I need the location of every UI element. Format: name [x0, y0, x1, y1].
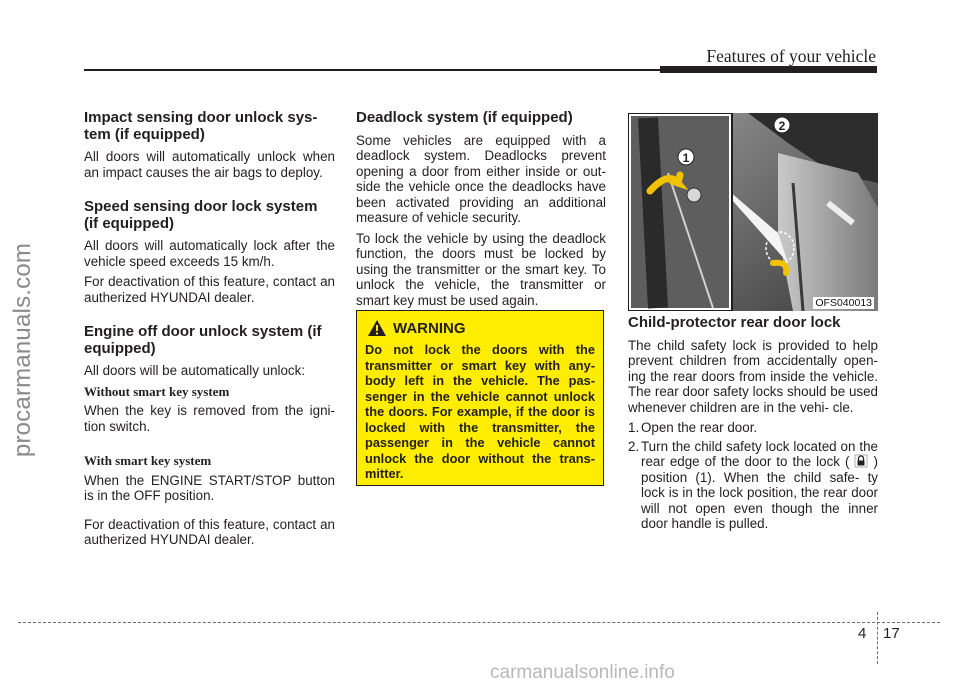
paragraph: For deactivation of this feature, contact an autherized HYUNDAI dealer. [84, 516, 335, 547]
door-illustration [628, 113, 878, 311]
paragraph: All doors will automatically unlock when an impact causes the air bags to deploy. [84, 149, 335, 180]
lock-icon [854, 454, 868, 468]
header-rule [84, 69, 662, 71]
paragraph: When the key is removed from the igni- tion switch. [84, 403, 335, 434]
warning-text: Do not lock the doors with the transmitter or smart key with any- body left in the vehicle. The pas- senger in the vehicle cannot unlock the doors. For example, if the door is locked with the transmitter, the passenger in the vehicle cannot unlock the door without the trans- mitter. [365, 342, 595, 481]
page-number: 17 [883, 625, 900, 642]
column-right [628, 315, 878, 535]
paragraph: All doors will be automatically unlock: [84, 363, 306, 378]
header-rule-bar [660, 66, 877, 73]
running-header: Features of your vehicle [706, 46, 876, 66]
paragraph: All doors will automatically lock after the vehicle speed exceeds 15 km/h. [84, 238, 335, 269]
section-title-engine-off-unlock: Engine off door unlock system (if equipped) [84, 323, 322, 357]
subheading-with-smart-key: With smart key system [84, 453, 212, 468]
section-title-impact-unlock: Impact sensing door unlock sys- tem (if equipped) [84, 109, 318, 143]
paragraph: To lock the vehicle by using the deadlock function, the doors must be locked by using the transmitter or the smart key. To unlock the vehicle, the transmitter or smart key must be used again. [356, 230, 606, 308]
footer-rule [18, 622, 940, 623]
bottom-watermark: carmanualsonline.info [490, 662, 675, 683]
warning-triangle-icon [367, 319, 387, 337]
subheading-without-smart-key: Without smart key system [84, 383, 230, 399]
steps-list [628, 420, 878, 532]
list-item: 2. Turn the child safety lock located on the rear edge of the door to the lock ( ) position (1). When the child safe- ty lock is in the lock position, the rear door will not open even though the inner door handle is pulled. [628, 438, 878, 531]
section-number: 4 [858, 625, 867, 642]
footer-divider [877, 612, 878, 664]
paragraph: For deactivation of this feature, contact an autherized HYUNDAI dealer. [84, 274, 335, 305]
paragraph: The child safety lock is provided to help prevent children from accidentally open- ing the rear doors from inside the vehicle. The rear door safety locks should be used whenever children are in the vehi- cle. [628, 337, 878, 415]
column-left [84, 110, 335, 553]
paragraph: Some vehicles are equipped with a deadlock system. Deadlocks prevent opening a door from either inside or out- side the vehicle once the deadlocks have been activated providing an additional measure of vehicle security. [356, 132, 606, 225]
section-title-speed-lock: Speed sensing door lock system (if equipped) [84, 198, 318, 232]
paragraph: When the ENGINE START/STOP button is in the OFF position. [84, 472, 335, 503]
list-item: 1. Open the rear door. [628, 420, 758, 435]
section-title-child-lock: Child-protector rear door lock [628, 314, 841, 331]
callout-2: 2 [778, 119, 786, 133]
side-watermark: procarmanuals.com [9, 242, 36, 458]
warning-title: WARNING [393, 319, 466, 337]
section-title-deadlock: Deadlock system (if equipped) [356, 109, 573, 126]
column-middle [356, 110, 606, 313]
callout-1: 1 [682, 151, 690, 165]
figure-code: OFS040013 [815, 297, 872, 309]
child-lock-figure [628, 113, 878, 311]
warning-box [356, 310, 604, 486]
